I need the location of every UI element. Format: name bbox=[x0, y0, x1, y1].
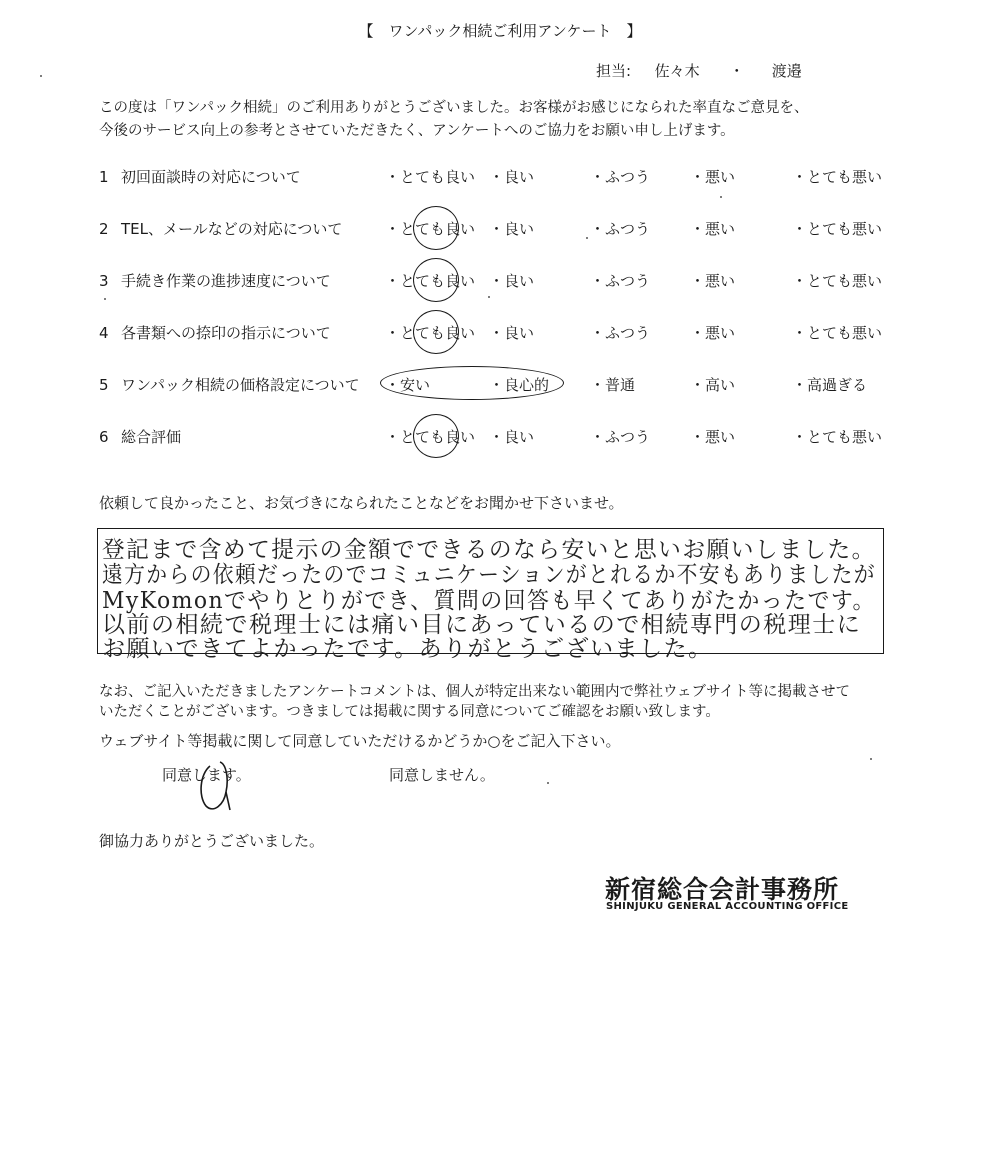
disclosure-line-2: いただくことがございます。つきましては掲載に関する同意についてご確認をお願い致します。 bbox=[99, 704, 720, 720]
scan-speck bbox=[488, 296, 490, 298]
question-number: 4 bbox=[99, 324, 109, 342]
firm-name-jp: 新宿総合会計事務所 bbox=[605, 875, 840, 904]
scan-speck bbox=[586, 237, 588, 239]
rating-option[interactable]: ・良い bbox=[489, 220, 535, 238]
question-number: 5 bbox=[99, 376, 109, 394]
rating-option[interactable]: ・とても悪い bbox=[792, 220, 883, 238]
staff-name-2: 渡邉 bbox=[771, 62, 802, 80]
consent-disagree-option[interactable]: 同意しません。 bbox=[389, 766, 495, 784]
question-row-label bbox=[99, 426, 181, 447]
question-row-label bbox=[99, 218, 342, 239]
rating-option[interactable]: ・とても良い bbox=[385, 324, 476, 342]
question-row-label bbox=[99, 322, 331, 343]
selection-circle-mark bbox=[413, 206, 459, 250]
scan-speck bbox=[870, 758, 872, 760]
scan-speck bbox=[40, 75, 42, 77]
rating-option[interactable]: ・良い bbox=[489, 168, 535, 186]
handwritten-line: 遠方からの依頼だったのでコミュニケーションがとれるか不安もありましたが bbox=[102, 562, 876, 588]
staff-separator: ・ bbox=[729, 62, 745, 80]
question-number: 1 bbox=[99, 168, 109, 186]
rating-option[interactable]: ・とても良い bbox=[385, 428, 476, 446]
rating-option[interactable]: ・ふつう bbox=[590, 272, 651, 290]
closing-thanks: 御協力ありがとうございました。 bbox=[99, 832, 325, 850]
rating-option[interactable]: ・良い bbox=[489, 272, 535, 290]
handwritten-line: 以前の相続で税理士には痛い目にあっているので相続専門の税理士に bbox=[102, 612, 862, 638]
disclosure-line-1: なお、ご記入いただきましたアンケートコメントは、個人が特定出来ない範囲内で弊社ウェブサイト等に掲載させて bbox=[99, 684, 850, 700]
rating-option[interactable]: ・とても悪い bbox=[792, 168, 883, 186]
rating-option[interactable]: ・悪い bbox=[690, 168, 736, 186]
consent-question: ウェブサイト等掲載に関して同意していただけるかどうか○をご記入下さい。 bbox=[99, 732, 621, 750]
scan-speck bbox=[104, 298, 106, 300]
selection-circle-mark bbox=[413, 414, 459, 458]
rating-option[interactable]: ・とても悪い bbox=[792, 324, 883, 342]
rating-option[interactable]: ・とても良い bbox=[385, 168, 476, 186]
consent-circle-mark bbox=[186, 752, 246, 822]
scan-speck bbox=[720, 196, 722, 198]
rating-option[interactable]: ・ふつう bbox=[590, 220, 651, 238]
rating-option[interactable]: ・とても良い bbox=[385, 220, 476, 238]
rating-option[interactable]: ・とても良い bbox=[385, 272, 476, 290]
question-row-label bbox=[99, 270, 331, 291]
comment-prompt: 依頼して良かったこと、お気づきになられたことなどをお聞かせ下さいませ。 bbox=[99, 494, 624, 512]
staff-name-1: 佐々木 bbox=[654, 62, 700, 80]
question-text: TEL、メールなどの対応について bbox=[121, 220, 343, 238]
scan-speck bbox=[547, 782, 549, 784]
question-number: 6 bbox=[99, 428, 109, 446]
question-row-label bbox=[99, 166, 301, 187]
handwritten-line: 登記まで含めて提示の金額でできるのなら安いと思いお願いしました。 bbox=[102, 537, 876, 563]
question-text: 手続き作業の進捗速度について bbox=[121, 272, 331, 290]
question-text: 初回面談時の対応について bbox=[121, 168, 301, 186]
rating-option[interactable]: ・良い bbox=[489, 324, 535, 342]
rating-option[interactable]: ・良心的 bbox=[489, 376, 550, 394]
selection-circle-mark bbox=[413, 310, 459, 354]
staff-label: 担当: bbox=[596, 62, 632, 80]
selection-circle-mark bbox=[413, 258, 459, 302]
question-row-label bbox=[99, 374, 360, 395]
question-number: 2 bbox=[99, 220, 109, 238]
handwritten-line: お願いできてよかったです。ありがとうございました。 bbox=[102, 636, 713, 662]
rating-option[interactable]: ・普通 bbox=[590, 376, 636, 394]
intro-line-2: 今後のサービス向上の参考とさせていただきたく、アンケートへのご協力をお願い申し上げます。 bbox=[99, 123, 735, 139]
rating-option[interactable]: ・良い bbox=[489, 428, 535, 446]
rating-option[interactable]: ・ふつう bbox=[590, 324, 651, 342]
survey-title: 【 ワンパック相続ご利用アンケート 】 bbox=[358, 22, 642, 40]
rating-option[interactable]: ・高過ぎる bbox=[792, 376, 868, 394]
intro-line-1: この度は「ワンパック相続」のご利用ありがとうございました。お客様がお感じになられた率直なご意見を、 bbox=[99, 100, 809, 116]
rating-option[interactable]: ・悪い bbox=[690, 428, 736, 446]
consent-agree-option[interactable]: 同意します。 bbox=[162, 766, 251, 784]
question-number: 3 bbox=[99, 272, 109, 290]
rating-option[interactable]: ・悪い bbox=[690, 272, 736, 290]
rating-option[interactable]: ・とても悪い bbox=[792, 272, 883, 290]
question-text: 各書類への捺印の指示について bbox=[121, 324, 331, 342]
rating-option[interactable]: ・とても悪い bbox=[792, 428, 883, 446]
rating-option[interactable]: ・ふつう bbox=[590, 428, 651, 446]
rating-option[interactable]: ・安い bbox=[385, 376, 431, 394]
question-text: 総合評価 bbox=[121, 428, 182, 446]
question-text: ワンパック相続の価格設定について bbox=[121, 376, 360, 394]
firm-name-en: SHINJUKU GENERAL ACCOUNTING OFFICE bbox=[606, 901, 849, 912]
rating-option[interactable]: ・悪い bbox=[690, 324, 736, 342]
rating-option[interactable]: ・ふつう bbox=[590, 168, 651, 186]
handwritten-line: MyKomonでやりとりができ、質問の回答も早くてありがたかったです。 bbox=[102, 588, 876, 614]
rating-option[interactable]: ・悪い bbox=[690, 220, 736, 238]
rating-option[interactable]: ・高い bbox=[690, 376, 736, 394]
staff-line bbox=[596, 60, 802, 81]
selection-circle-mark bbox=[380, 366, 564, 400]
